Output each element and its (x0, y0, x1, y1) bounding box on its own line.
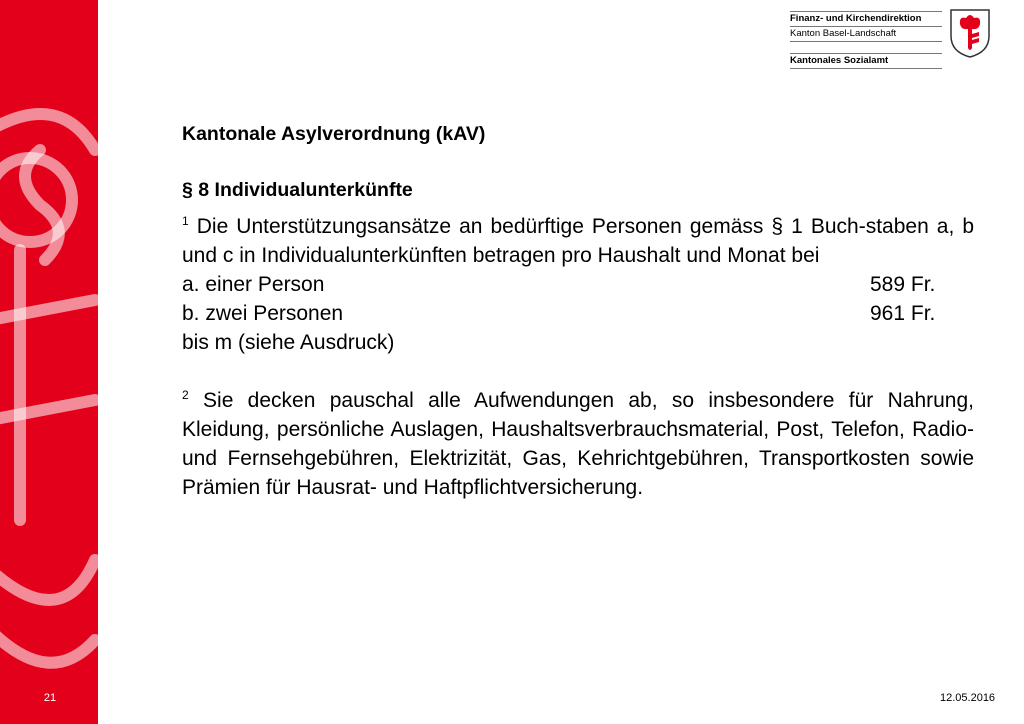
rates-note-text: bis m (siehe Ausdruck) (182, 331, 395, 354)
page-number: 21 (43, 692, 57, 704)
slide-content (182, 120, 974, 502)
paragraph-2 (182, 386, 974, 502)
rate-label: a. einer Person (182, 273, 325, 296)
slide-title: Kantonale Asylverordnung (kAV) (182, 123, 486, 145)
header-rule (790, 41, 942, 42)
header-block (790, 10, 942, 70)
rate-row (182, 299, 974, 328)
canton-name: Kanton Basel-Landschaft (790, 28, 897, 39)
footer-date: 12.05.2016 (940, 692, 996, 704)
header-rule (790, 11, 942, 12)
section-heading: § 8 Individualunterkünfte (182, 179, 413, 201)
rates-note (182, 328, 974, 357)
header-rule (790, 68, 942, 69)
office-name: Kantonales Sozialamt (790, 55, 889, 66)
paragraph-number: 1 (182, 214, 189, 228)
department-name: Finanz- und Kirchendirektion (790, 13, 922, 24)
paragraph-text: Die Unterstützungsansätze an bedürftige Personen gemäss § 1 Buch-staben a, b und c in Individualunterkünften betragen pro Haushalt und Monat bei (182, 215, 975, 267)
header-rule (790, 53, 942, 54)
rate-amount: 961 Fr. (870, 302, 936, 325)
paragraph-1 (182, 212, 974, 270)
header-rule (790, 26, 942, 27)
paragraph-number: 2 (182, 388, 189, 402)
rate-label: b. zwei Personen (182, 302, 344, 325)
crest-watermark-graphic (0, 0, 98, 724)
rate-amount: 589 Fr. (870, 273, 936, 296)
paragraph-text: Sie decken pauschal alle Aufwendungen ab, so insbesondere für Nahrung, Kleidung, persönliche Auslagen, Haushaltsverbrauchsmaterial, Post, Telefon, Radio- und Fernsehgebühren, Elektrizität, Gas, Kehrichtgebühren, Transportkosten sowie Prämien für Hausrat- und Haftpflichtversicherung. (182, 389, 974, 499)
sidebar-band (0, 0, 98, 724)
rate-row (182, 270, 974, 299)
canton-crest-logo (949, 8, 991, 58)
